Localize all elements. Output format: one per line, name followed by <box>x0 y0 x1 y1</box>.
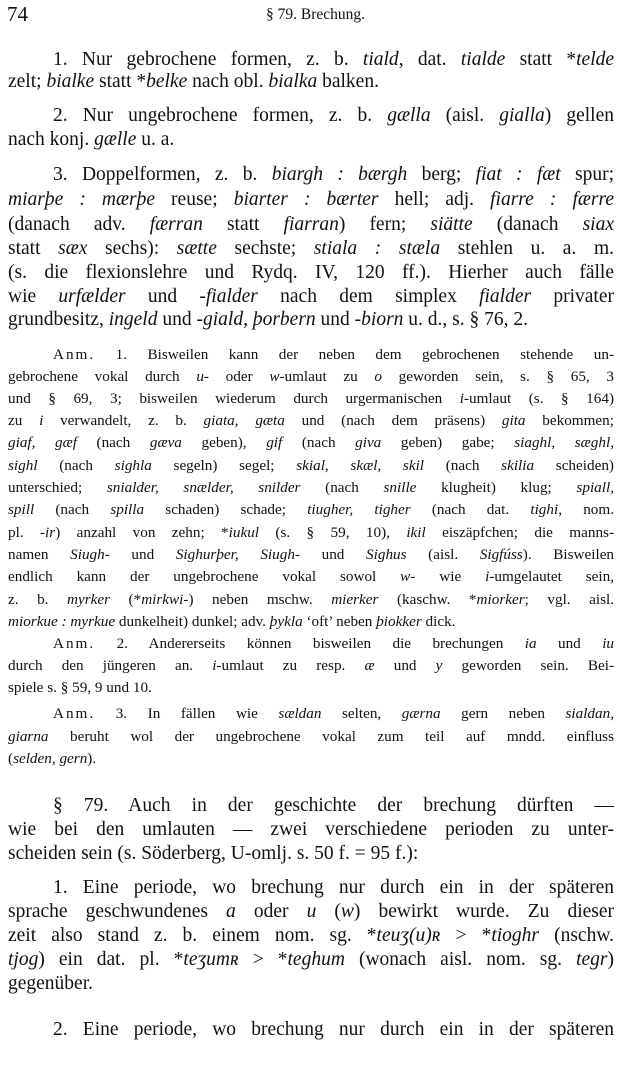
text-run: zeit also stand z. b. einem nom. sg. * <box>8 925 377 946</box>
italic-word: tighi <box>530 501 559 518</box>
text-line <box>8 104 614 128</box>
italic-word: tegr <box>576 949 608 970</box>
italic-word: þiokker <box>376 613 422 630</box>
text-run: balken. <box>317 71 379 92</box>
italic-word: snialder, snælder, snilder <box>106 479 301 496</box>
text-run: endlich kann der ungebrochene vokal sowol <box>8 568 401 585</box>
text-line <box>8 748 614 770</box>
text-line <box>8 818 614 842</box>
text-line <box>8 48 614 72</box>
text-line <box>8 566 614 588</box>
italic-word: ia <box>524 635 537 652</box>
text-run: oder <box>208 368 270 385</box>
text-run: (nach dat. <box>410 501 531 518</box>
italic-word: iukul <box>228 524 260 541</box>
page-number: 74 <box>7 2 28 26</box>
text-run: ) ein dat. pl. * <box>38 949 184 970</box>
text-run: -umgelautet sein, <box>489 568 614 585</box>
text-run: (kaschw. * <box>378 591 477 608</box>
italic-word: spilla <box>110 501 145 518</box>
text-run: (nach <box>282 434 356 451</box>
text-run: scheiden) <box>534 457 614 474</box>
text-line <box>8 499 614 521</box>
text-run: , dat. <box>398 49 461 70</box>
italic-word: y <box>435 657 443 674</box>
italic-word: gialla <box>499 105 545 126</box>
italic-word: giata, gæta <box>203 412 285 429</box>
italic-word: fiat : fæt <box>475 164 561 185</box>
italic-word: u- <box>196 368 209 385</box>
text-run: unterschied; <box>8 479 107 496</box>
text-run: stehlen u. a. m. <box>440 238 614 259</box>
italic-word: sialdan, <box>565 705 615 722</box>
text-run: beruht wol der ungebrochene vokal zum teil auf mndd. einfluss <box>48 728 614 745</box>
text-run: und <box>109 546 176 563</box>
italic-word: gælla <box>387 105 431 126</box>
italic-word: fialder <box>205 286 258 307</box>
text-line <box>8 410 614 432</box>
text-run: wie bei den umlauten — zwei verschiedene perioden zu unter- <box>8 819 614 840</box>
italic-word: Sigfúss <box>479 546 523 563</box>
text-run: reuse; <box>154 189 234 210</box>
text-run: geworden sein, s. § 65, 3 <box>381 368 614 385</box>
text-line <box>8 70 614 94</box>
text-run: nach dem simplex <box>257 286 480 307</box>
text-run: und (nach dem präsens) <box>284 412 502 429</box>
italic-word: gælle <box>94 129 137 150</box>
text-run: ) <box>607 949 614 970</box>
italic-word: sæx <box>58 238 88 259</box>
text-run: (danach <box>472 214 583 235</box>
italic-word: selden, gern <box>13 750 88 767</box>
text-line <box>8 432 614 454</box>
text-run: ) neben mschw. <box>188 591 332 608</box>
text-run: gern neben <box>440 705 566 722</box>
text-run: 2. Andererseits können bisweilen die brechungen <box>95 635 525 652</box>
text-run: statt * <box>505 49 577 70</box>
italic-word: fiarran <box>283 214 339 235</box>
italic-word: Sighurþer, Siugh- <box>175 546 300 563</box>
text-run: hell; adj. <box>378 189 491 210</box>
text-run: (wonach aisl. nom. sg. <box>344 949 577 970</box>
text-run: und <box>536 635 603 652</box>
italic-word: i <box>485 568 490 585</box>
text-run: wie <box>8 286 59 307</box>
text-run: (nach <box>34 501 111 518</box>
italic-word: bialka <box>268 71 318 92</box>
text-run: geben), <box>181 434 267 451</box>
text-run: > * <box>238 949 288 970</box>
text-run: eiszäpfchen; die manns- <box>425 524 615 541</box>
italic-word: fialder <box>479 286 532 307</box>
italic-word: sighla <box>114 457 152 474</box>
italic-word: mierker <box>331 591 379 608</box>
text-run: und <box>374 657 436 674</box>
text-run: sechste; <box>216 238 314 259</box>
text-line <box>8 876 614 900</box>
text-run: grundbesitz, <box>8 309 109 330</box>
text-run: ; vgl. aisl. <box>524 591 614 608</box>
italic-word: ir <box>45 524 56 541</box>
text-run: namen <box>8 546 71 563</box>
italic-word: færran <box>149 214 203 235</box>
text-run: gegenüber. <box>8 973 94 994</box>
running-title: § 79. Brechung. <box>265 6 365 23</box>
text-run: ) anzahl von zehn; * <box>55 524 229 541</box>
italic-word: o <box>374 368 382 385</box>
text-run: 1. Eine periode, wo brechung nur durch ein in der späteren <box>53 877 614 898</box>
text-line <box>8 900 614 924</box>
text-run: statt * <box>94 71 147 92</box>
text-line <box>8 388 614 410</box>
text-line <box>8 213 614 237</box>
text-run: (danach adv. <box>8 214 150 235</box>
text-run: (aisl. <box>430 105 500 126</box>
italic-word: skilia <box>501 457 535 474</box>
text-run: (aisl. <box>406 546 480 563</box>
italic-word: Siugh- <box>70 546 110 563</box>
italic-word: a <box>226 901 236 922</box>
italic-word: iu <box>602 635 615 652</box>
text-run: geworden sein. Bei- <box>442 657 614 674</box>
italic-word: teʒumʀ <box>183 949 239 970</box>
text-run: und § 69, 3; bisweilen wiederum durch urgermanischen <box>8 390 460 407</box>
text-run: selten, <box>321 705 402 722</box>
italic-word: tjog <box>8 949 39 970</box>
italic-word: ikil <box>406 524 426 541</box>
italic-word: giarna <box>8 728 49 745</box>
text-line <box>8 544 614 566</box>
text-run: und - <box>157 309 203 330</box>
italic-word: u <box>306 901 317 922</box>
italic-word: w <box>340 901 354 922</box>
text-line <box>8 972 614 996</box>
text-line <box>8 1018 614 1042</box>
text-run: scheiden sein (s. Söderberg, U-omlj. s. 50 f. = 95 f.): <box>8 843 419 864</box>
text-run: wie <box>415 568 486 585</box>
italic-word: þykla <box>269 613 303 630</box>
italic-word: æ <box>364 657 375 674</box>
italic-word: urfælder <box>58 286 126 307</box>
italic-word: spiall, <box>576 479 614 496</box>
text-run: Anm. <box>53 346 96 363</box>
italic-word: giald, þorbern <box>202 309 316 330</box>
text-run: dick. <box>421 613 456 630</box>
italic-word: giva <box>355 434 382 451</box>
text-run: pl. - <box>8 524 46 541</box>
italic-word: spill <box>8 501 35 518</box>
italic-word: gærna <box>401 705 441 722</box>
text-run: (nach <box>76 434 150 451</box>
italic-word: miorker <box>476 591 525 608</box>
text-run: schaden) schade; <box>144 501 308 518</box>
italic-word: skial, skæl, skil <box>296 457 425 474</box>
italic-word: biorn <box>361 309 404 330</box>
text-run: ( <box>316 901 341 922</box>
text-run: § 79. Auch in der geschichte der brechung dürften — <box>53 795 614 816</box>
text-run: (nach <box>424 457 502 474</box>
text-run: nach konj. <box>8 129 95 150</box>
italic-word: ingeld <box>108 309 158 330</box>
italic-word: giaf, gæf <box>8 434 77 451</box>
text-line <box>8 655 614 677</box>
italic-word: siätte <box>430 214 473 235</box>
text-run: (s. die flexionslehre und Rydq. IV, 120 ff.). Hierher auch fälle <box>8 262 614 283</box>
text-line <box>8 455 614 477</box>
text-run: -umlaut zu resp. <box>216 657 365 674</box>
italic-word: snille <box>383 479 417 496</box>
text-run: privater <box>531 286 614 307</box>
text-run: u. a. <box>136 129 175 150</box>
text-run: dunkelheit) dunkel; adv. <box>115 613 270 630</box>
text-run: segeln) segel; <box>151 457 297 474</box>
italic-word: gif <box>266 434 283 451</box>
italic-word: mirkwi- <box>141 591 189 608</box>
italic-word: gæva <box>149 434 182 451</box>
text-line <box>8 163 614 187</box>
text-run: u. d., s. § 76, 2. <box>403 309 529 330</box>
text-run: z. b. <box>8 591 67 608</box>
text-line <box>8 261 614 285</box>
text-line <box>8 477 614 499</box>
italic-word: biargh : bærgh <box>271 164 408 185</box>
text-run: ‘oft’ neben <box>302 613 377 630</box>
text-run: und - <box>315 309 362 330</box>
text-run: (nach <box>37 457 115 474</box>
text-line <box>8 589 614 611</box>
italic-word: stiala : stæla <box>313 238 441 259</box>
text-line <box>8 344 614 366</box>
text-run: spiele s. § 59, 9 und 10. <box>8 679 152 696</box>
text-run: klugheit) klug; <box>416 479 577 496</box>
italic-word: w- <box>269 368 285 385</box>
text-run: ) bewirkt wurde. Zu dieser <box>353 901 615 922</box>
italic-word: tiugher, tigher <box>307 501 411 518</box>
text-run: 2. Eine periode, wo brechung nur durch ein in der späteren <box>53 1019 614 1040</box>
italic-word: miorkue : myrkue <box>8 613 116 630</box>
text-run: 1. Bisweilen kann der neben dem gebrochenen stehende un- <box>95 346 614 363</box>
text-run: -umlaut (s. § 164) <box>463 390 615 407</box>
italic-word: i <box>459 390 464 407</box>
italic-word: bialke <box>46 71 95 92</box>
text-line <box>8 285 614 309</box>
italic-word: i <box>39 412 44 429</box>
italic-word: telde <box>576 49 615 70</box>
text-run: oder <box>235 901 307 922</box>
italic-word: tiald <box>362 49 399 70</box>
text-run: ). Bisweilen <box>522 546 615 563</box>
italic-word: sighl <box>8 457 38 474</box>
text-line <box>8 366 614 388</box>
italic-word: biarter : bærter <box>233 189 379 210</box>
text-run: ( <box>8 750 14 767</box>
italic-word: belke <box>146 71 188 92</box>
italic-word: i <box>212 657 217 674</box>
text-run: (* <box>110 591 142 608</box>
text-line <box>8 128 614 152</box>
text-run: 2. Nur ungebrochene formen, z. b. <box>53 105 388 126</box>
text-run: sechs): <box>87 238 177 259</box>
italic-word: myrker <box>67 591 111 608</box>
text-run: Anm. <box>53 705 96 722</box>
text-run: > * <box>440 925 492 946</box>
text-run: nach obl. <box>187 71 269 92</box>
text-run: 1. Nur gebrochene formen, z. b. <box>53 49 363 70</box>
text-run: (nach <box>300 479 384 496</box>
text-run: (s. § 59, 10), <box>259 524 407 541</box>
italic-word: teghum <box>287 949 345 970</box>
text-line <box>8 726 614 748</box>
text-run: verwandelt, z. b. <box>43 412 204 429</box>
italic-word: tialde <box>460 49 506 70</box>
text-run: 3. Doppelformen, z. b. <box>53 164 272 185</box>
italic-word: siaghl, sæghl, <box>514 434 614 451</box>
text-run: berg; <box>407 164 476 185</box>
text-run: zelt; <box>8 71 47 92</box>
text-run: durch den jüngeren an. <box>8 657 213 674</box>
text-run: statt <box>8 238 59 259</box>
text-line <box>8 677 614 699</box>
text-run: geben) gabe; <box>381 434 515 451</box>
text-run: zu <box>8 412 40 429</box>
italic-word: fiarre : færre <box>490 189 614 210</box>
text-line <box>8 522 614 544</box>
italic-word: w- <box>400 568 416 585</box>
text-run: und - <box>125 286 206 307</box>
text-run: (nschw. <box>539 925 615 946</box>
text-line <box>8 611 614 633</box>
text-line <box>8 948 614 972</box>
italic-word: tioghr <box>491 925 540 946</box>
italic-word: gita <box>501 412 526 429</box>
text-line <box>8 794 614 818</box>
text-line <box>8 703 614 725</box>
text-line <box>8 842 614 866</box>
text-run: sprache geschwundenes <box>8 901 227 922</box>
italic-word: siax <box>582 214 614 235</box>
text-run: spur; <box>560 164 615 185</box>
text-line <box>8 308 614 332</box>
text-run: statt <box>202 214 284 235</box>
text-run: ) gellen <box>544 105 615 126</box>
text-run: ). <box>87 750 97 767</box>
text-run: gebrochene vokal durch <box>8 368 197 385</box>
text-run: bekommen; <box>525 412 614 429</box>
text-run: umlaut zu <box>284 368 375 385</box>
text-line <box>8 188 614 212</box>
text-line <box>8 924 614 948</box>
text-run: 3. In fällen wie <box>95 705 279 722</box>
italic-word: miarþe : mærþe <box>8 189 155 210</box>
text-line <box>8 237 614 261</box>
italic-word: Sighus <box>366 546 407 563</box>
italic-word: sætte <box>176 238 217 259</box>
text-line <box>8 633 614 655</box>
text-run: und <box>299 546 367 563</box>
text-run: Anm. <box>53 635 96 652</box>
italic-word: sældan <box>278 705 322 722</box>
text-run: , nom. <box>558 501 615 518</box>
italic-word: teuʒ(u)ʀ <box>376 925 441 946</box>
text-run: ) fern; <box>338 214 431 235</box>
